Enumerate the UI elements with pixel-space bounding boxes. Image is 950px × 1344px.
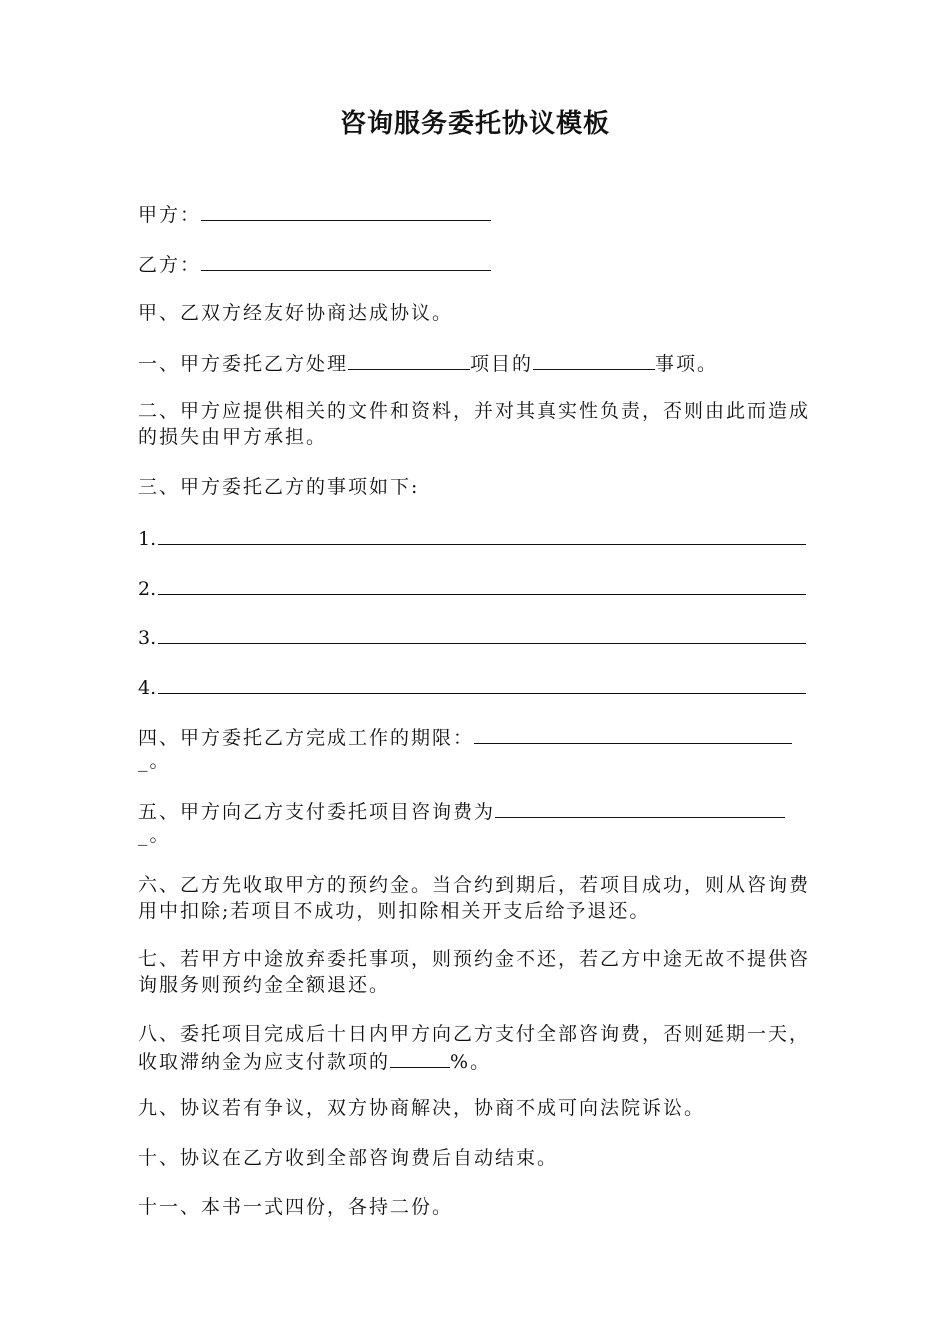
item-2-blank[interactable] [158, 574, 806, 595]
item-number: 3. [138, 627, 157, 649]
item-number: 1. [138, 528, 157, 550]
clause-2: 二、甲方应提供相关的文件和资料，并对其真实性负责，否则由此而造成的损失由甲方承担。 [138, 400, 811, 448]
item-3 [138, 623, 806, 651]
clause-5-prefix: 五、甲方向乙方支付委托项目咨询费为 [138, 801, 496, 823]
clause-3: 三、甲方委托乙方的事项如下: [138, 476, 420, 498]
clause-4-prefix: 四、甲方委托乙方完成工作的期限： [138, 727, 475, 749]
clause-1 [138, 349, 718, 377]
clause-1-matter-blank[interactable] [533, 349, 655, 370]
clause-10: 十、协议在乙方收到全部咨询费后自动结束。 [138, 1147, 559, 1169]
clause-1-project-blank[interactable] [348, 349, 470, 370]
clause-1-prefix: 一、甲方委托乙方处理 [138, 353, 349, 375]
item-number: 2. [138, 578, 157, 600]
clause-8-percent-blank[interactable] [390, 1047, 450, 1068]
item-4-blank[interactable] [158, 673, 806, 694]
clause-7: 七、若甲方中途放弃委托事项，则预约金不还，若乙方中途无故不提供咨询服务则预约金全额退还。 [138, 948, 811, 996]
item-1-blank[interactable] [158, 524, 806, 545]
clause-9: 九、协议若有争议，双方协商解决，协商不成可向法院诉讼。 [138, 1097, 706, 1119]
clause-1-middle: 项目的 [470, 353, 534, 375]
item-4 [138, 673, 806, 701]
party-a-label: 甲方： [138, 204, 202, 226]
item-number: 4. [138, 677, 157, 699]
item-1 [138, 524, 806, 552]
party-a-blank[interactable] [201, 200, 491, 221]
clause-4 [138, 723, 792, 751]
party-b-label: 乙方： [138, 254, 202, 276]
clause-4-end: _。 [138, 750, 171, 772]
party-b-line [138, 250, 491, 278]
party-a-line [138, 200, 491, 228]
clause-1-suffix: 事项。 [655, 353, 719, 375]
clause-5-end: _。 [138, 824, 171, 846]
clause-11: 十一、本书一式四份，各持二份。 [138, 1196, 454, 1218]
clause-5 [138, 797, 785, 825]
document-title: 咨询服务委托协议模板 [339, 109, 610, 139]
item-2 [138, 574, 806, 602]
clause-8 [138, 1021, 818, 1075]
clause-4-deadline-blank[interactable] [474, 723, 792, 744]
item-3-blank[interactable] [158, 623, 806, 644]
intro-paragraph: 甲、乙双方经友好协商达成协议。 [138, 302, 454, 324]
clause-8-prefix: 八、委托项目完成后十日内甲方向乙方支付全部咨询费，否则延期一天，收取滞纳金为应支付款项的 [138, 1023, 811, 1073]
clause-8-suffix: %。 [450, 1051, 492, 1073]
party-b-blank[interactable] [201, 250, 491, 271]
clause-6: 六、乙方先收取甲方的预约金。当合约到期后，若项目成功，则从咨询费用中扣除;若项目不成功，则扣除相关开支后给予退还。 [138, 874, 811, 922]
clause-5-fee-blank[interactable] [495, 797, 785, 818]
